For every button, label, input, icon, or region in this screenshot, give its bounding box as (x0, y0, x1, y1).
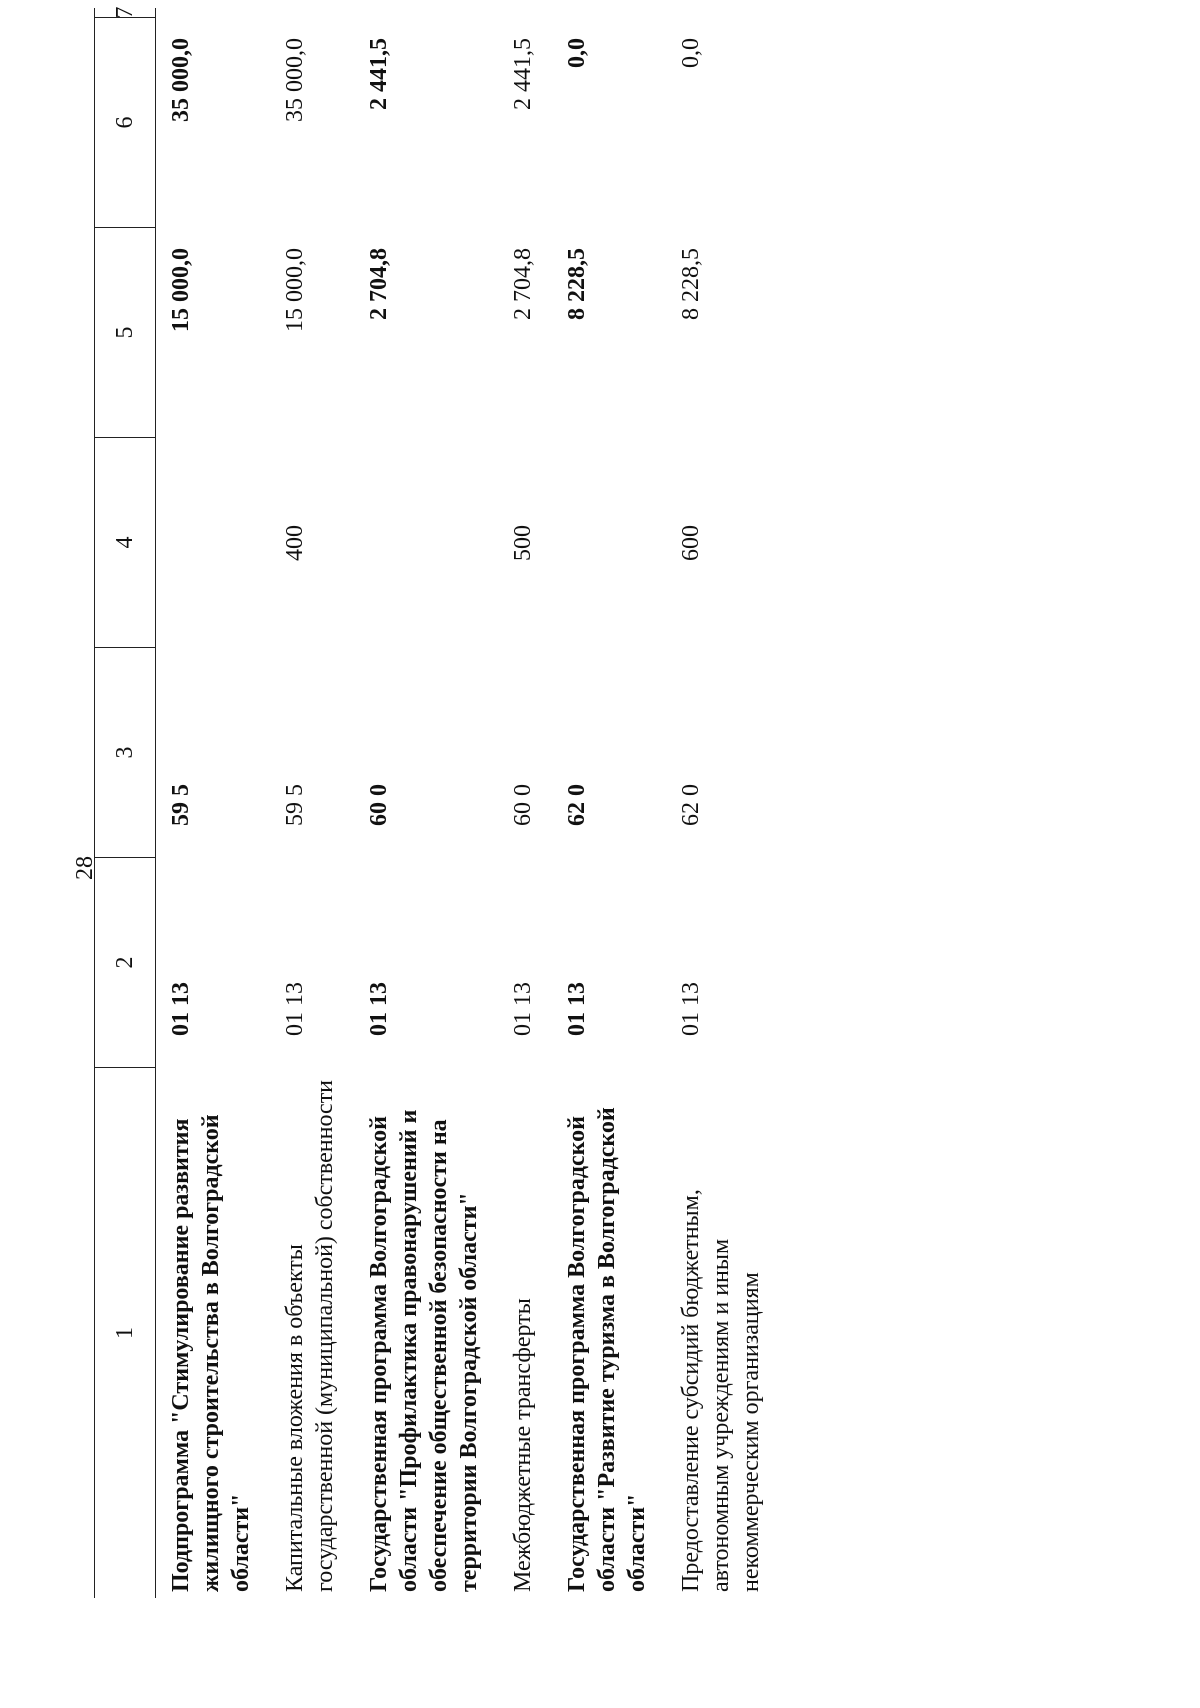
table-header (94, 8, 156, 1598)
row-amount-6: 0,0 (678, 38, 704, 68)
row-type-code: 500 (510, 525, 536, 561)
row-code: 01 13 (168, 982, 194, 1036)
row-type-code: 600 (678, 525, 704, 561)
row-amount-5: 8 228,5 (564, 248, 590, 320)
header-col-6: 6 (95, 18, 155, 228)
row-amount-6: 2 441,5 (366, 38, 392, 110)
row-amount-5: 2 704,8 (366, 248, 392, 320)
table-body (156, 8, 766, 1598)
row-amount-6: 35 000,0 (282, 38, 308, 122)
row-amount-7 (498, 0, 538, 18)
page-number: 28 (72, 856, 98, 880)
budget-table (94, 8, 766, 1598)
header-col-1: 1 (111, 1327, 138, 1339)
row-name: Межбюджетные трансферты (510, 1298, 536, 1592)
header-col-7: 7 (95, 8, 155, 18)
row-gap (340, 0, 354, 1598)
header-col-5: 5 (95, 228, 155, 438)
row-code: 01 13 (678, 982, 704, 1036)
row-name: Государственная программа Волгоградской области "Развитие туризма в Волгоградской области" (564, 1107, 650, 1592)
row-code: 01 13 (510, 982, 536, 1036)
row-type-code (156, 438, 256, 648)
row-gap (256, 0, 270, 1598)
row-amount-5: 8 228,5 (678, 248, 704, 320)
row-gap (652, 0, 666, 1598)
row-amount-6: 2 441,5 (510, 38, 536, 110)
row-amount-7 (156, 0, 256, 18)
row-type-code: 400 (282, 525, 308, 561)
row-code: 01 13 (282, 982, 308, 1036)
row-name: Предоставление субсидий бюджетным, автономным учреждениям и иным некоммерческим организациям (678, 1189, 764, 1592)
header-col-4: 4 (95, 438, 155, 648)
row-amount-5: 15 000,0 (168, 248, 194, 332)
row-amount-7 (666, 0, 766, 18)
row-program-code: 59 5 (282, 784, 308, 826)
row-gap (538, 0, 552, 1598)
row-type-code (354, 438, 484, 648)
row-code: 01 13 (564, 982, 590, 1036)
row-type-code (552, 438, 652, 648)
row-program-code: 62 0 (564, 784, 590, 826)
row-name: Государственная программа Волгоградской области "Профилактика правонарушений и обеспечение общественной безопасности на территории Волгоградской области" (366, 1109, 482, 1592)
row-amount-7 (354, 0, 484, 18)
row-amount-6: 35 000,0 (168, 38, 194, 122)
header-col-2: 2 (95, 858, 155, 1068)
row-name: Капитальные вложения в объекты государственной (муниципальной) собственности (282, 1079, 338, 1592)
row-gap (484, 0, 498, 1598)
row-amount-5: 15 000,0 (282, 248, 308, 332)
row-name: Подпрограмма "Стимулирование развития жилищного строительства в Волгоградской области" (168, 1114, 254, 1592)
row-amount-7 (270, 0, 340, 18)
row-amount-5: 2 704,8 (510, 248, 536, 320)
row-program-code: 59 5 (168, 784, 194, 826)
row-code: 01 13 (366, 982, 392, 1036)
header-col-3: 3 (95, 648, 155, 858)
row-program-code: 60 0 (366, 784, 392, 826)
row-program-code: 60 0 (510, 784, 536, 826)
row-amount-7 (552, 0, 652, 18)
row-amount-6: 0,0 (564, 38, 590, 68)
row-program-code: 62 0 (678, 784, 704, 826)
